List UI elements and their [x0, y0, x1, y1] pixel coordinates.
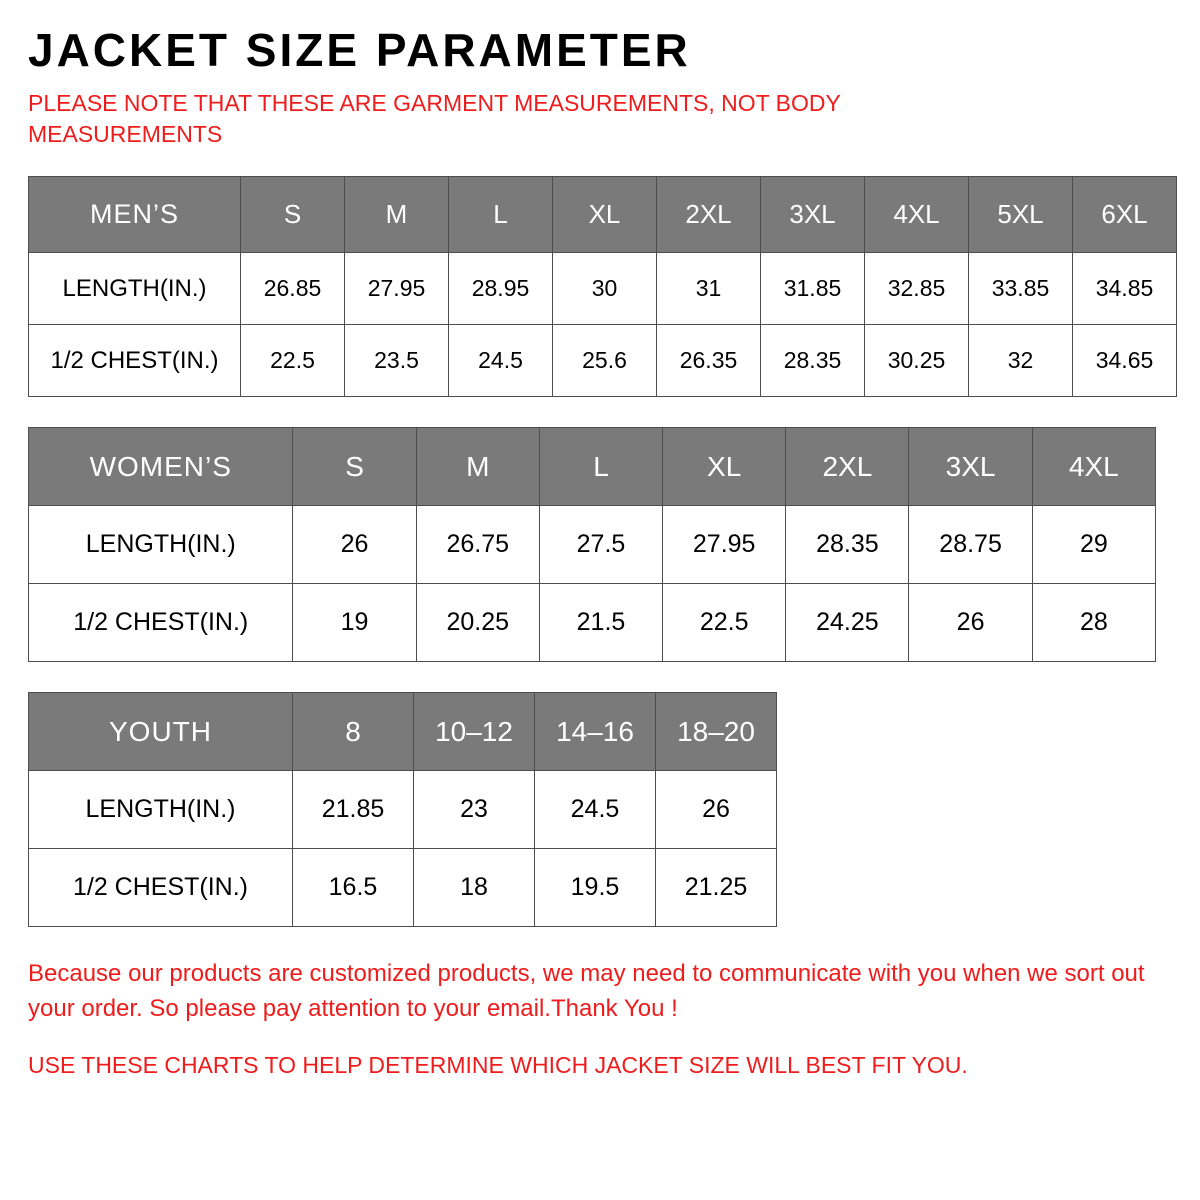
cell-value: 34.85 — [1073, 253, 1177, 325]
cell-value: 25.6 — [553, 325, 657, 397]
table-row — [29, 771, 777, 849]
cell-value: 28 — [1032, 584, 1155, 662]
table-row — [29, 506, 1156, 584]
cell-value: 27.95 — [663, 506, 786, 584]
womens-size-header: M — [416, 428, 539, 506]
cell-value: 31 — [657, 253, 761, 325]
womens-size-header: S — [293, 428, 416, 506]
cell-value: 21.25 — [656, 849, 777, 927]
cell-value: 32 — [969, 325, 1073, 397]
youth-size-header: 10–12 — [414, 693, 535, 771]
mens-size-header: L — [449, 177, 553, 253]
cell-value: 27.5 — [539, 506, 662, 584]
table-header-row — [29, 693, 777, 771]
youth-size-header: 14–16 — [535, 693, 656, 771]
cell-value: 30 — [553, 253, 657, 325]
cell-value: 28.95 — [449, 253, 553, 325]
womens-size-table — [28, 427, 1156, 662]
cell-value: 33.85 — [969, 253, 1073, 325]
youth-category-label: YOUTH — [29, 693, 293, 771]
cell-value: 26 — [293, 506, 416, 584]
row-label-half-chest: 1/2 CHEST(IN.) — [29, 849, 293, 927]
row-label-length: LENGTH(IN.) — [29, 771, 293, 849]
cell-value: 34.65 — [1073, 325, 1177, 397]
mens-size-table — [28, 176, 1177, 397]
womens-size-header: L — [539, 428, 662, 506]
cell-value: 18 — [414, 849, 535, 927]
garment-measurement-note: PLEASE NOTE THAT THESE ARE GARMENT MEASUREMENTS, NOT BODY MEASUREMENTS — [28, 90, 841, 148]
cell-value: 20.25 — [416, 584, 539, 662]
womens-size-header: 2XL — [786, 428, 909, 506]
womens-size-header: 4XL — [1032, 428, 1155, 506]
footer-notes — [28, 957, 1172, 1082]
cell-value: 29 — [1032, 506, 1155, 584]
page-title: JACKET SIZE PARAMETER — [28, 24, 691, 76]
youth-size-header: 18–20 — [656, 693, 777, 771]
table-row — [29, 253, 1177, 325]
cell-value: 21.85 — [293, 771, 414, 849]
row-label-length: LENGTH(IN.) — [29, 253, 241, 325]
row-label-half-chest: 1/2 CHEST(IN.) — [29, 584, 293, 662]
cell-value: 16.5 — [293, 849, 414, 927]
youth-size-table — [28, 692, 777, 927]
youth-size-header: 8 — [293, 693, 414, 771]
cell-value: 23.5 — [345, 325, 449, 397]
womens-size-header: XL — [663, 428, 786, 506]
cell-value: 26.85 — [241, 253, 345, 325]
table-header-row — [29, 428, 1156, 506]
mens-size-header: 5XL — [969, 177, 1073, 253]
cell-value: 26 — [656, 771, 777, 849]
row-label-length: LENGTH(IN.) — [29, 506, 293, 584]
mens-category-label: MEN’S — [29, 177, 241, 253]
cell-value: 21.5 — [539, 584, 662, 662]
cell-value: 32.85 — [865, 253, 969, 325]
table-row — [29, 584, 1156, 662]
cell-value: 22.5 — [663, 584, 786, 662]
mens-size-header: XL — [553, 177, 657, 253]
womens-size-header: 3XL — [909, 428, 1032, 506]
mens-size-header: S — [241, 177, 345, 253]
cell-value: 23 — [414, 771, 535, 849]
cell-value: 26.35 — [657, 325, 761, 397]
chart-usage-note: USE THESE CHARTS TO HELP DETERMINE WHICH JACKET SIZE WILL BEST FIT YOU. — [28, 1051, 968, 1078]
mens-size-header: 4XL — [865, 177, 969, 253]
cell-value: 22.5 — [241, 325, 345, 397]
cell-value: 28.35 — [761, 325, 865, 397]
cell-value: 27.95 — [345, 253, 449, 325]
mens-size-header: 3XL — [761, 177, 865, 253]
mens-size-header: 2XL — [657, 177, 761, 253]
mens-size-header: M — [345, 177, 449, 253]
cell-value: 24.5 — [449, 325, 553, 397]
cell-value: 30.25 — [865, 325, 969, 397]
cell-value: 24.5 — [535, 771, 656, 849]
cell-value: 26.75 — [416, 506, 539, 584]
cell-value: 19.5 — [535, 849, 656, 927]
cell-value: 28.35 — [786, 506, 909, 584]
cell-value: 24.25 — [786, 584, 909, 662]
womens-category-label: WOMEN’S — [29, 428, 293, 506]
cell-value: 31.85 — [761, 253, 865, 325]
table-header-row — [29, 177, 1177, 253]
table-row — [29, 325, 1177, 397]
customization-note: Because our products are customized products, we may need to communicate with you when we sort out your order. So please pay attention to your email.Thank You ! — [28, 960, 1145, 1023]
table-row — [29, 849, 777, 927]
cell-value: 28.75 — [909, 506, 1032, 584]
cell-value: 19 — [293, 584, 416, 662]
cell-value: 26 — [909, 584, 1032, 662]
mens-size-header: 6XL — [1073, 177, 1177, 253]
row-label-half-chest: 1/2 CHEST(IN.) — [29, 325, 241, 397]
